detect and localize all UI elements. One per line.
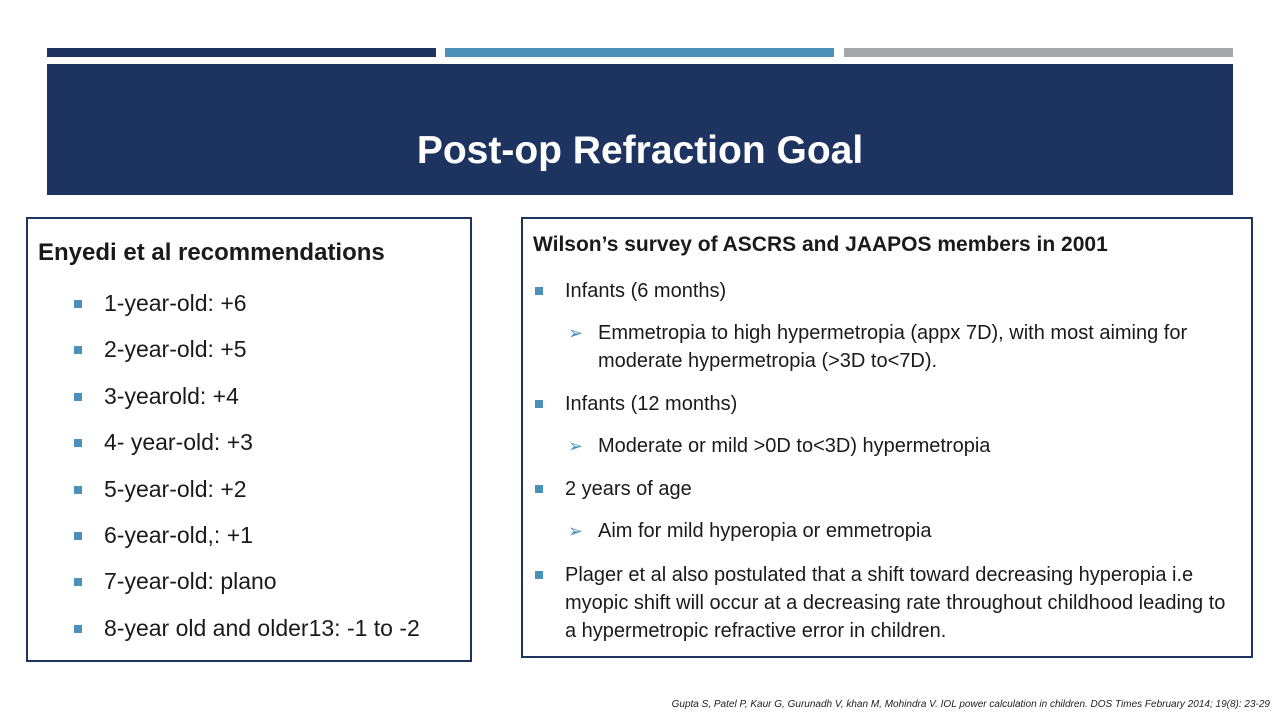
enyedi-recommendations-box bbox=[26, 217, 472, 662]
square-bullet-icon bbox=[74, 578, 82, 586]
square-bullet-icon bbox=[535, 571, 543, 579]
wilson-survey-box bbox=[521, 217, 1253, 658]
accent-bar-navy bbox=[47, 48, 436, 57]
square-bullet-icon bbox=[535, 400, 543, 408]
list-item: 3-yearold: +4 bbox=[74, 381, 420, 427]
square-bullet-icon bbox=[74, 300, 82, 308]
list-item: 1-year-old: +6 bbox=[74, 288, 420, 334]
list-item: 5-year-old: +2 bbox=[74, 474, 420, 520]
square-bullet-icon bbox=[74, 486, 82, 494]
wilson-heading: Wilson’s survey of ASCRS and JAAPOS members in 2001 bbox=[533, 233, 1108, 256]
list-item: 7-year-old: plano bbox=[74, 566, 420, 612]
list-item: 8-year old and older13: -1 to -2 bbox=[74, 613, 420, 659]
accent-bar-blue bbox=[445, 48, 834, 57]
survey-item-infants-6-months: Infants (6 months) bbox=[535, 277, 1235, 305]
survey-item-plager: Plager et al also postulated that a shift toward decreasing hyperopia i.e myopic shift will occur at a decreasing rate throughout childhood leading to a hypermetropic refractive error in children. bbox=[535, 561, 1235, 645]
list-item: 6-year-old,: +1 bbox=[74, 520, 420, 566]
survey-subitem: ➢ Moderate or mild >0D to<3D) hypermetropia bbox=[568, 432, 1238, 460]
enyedi-list bbox=[74, 288, 420, 659]
accent-bar-gray bbox=[844, 48, 1233, 57]
square-bullet-icon bbox=[74, 439, 82, 447]
square-bullet-icon bbox=[74, 625, 82, 633]
list-item: 2-year-old: +5 bbox=[74, 334, 420, 380]
arrow-bullet-icon: ➢ bbox=[568, 521, 584, 541]
square-bullet-icon bbox=[74, 393, 82, 401]
survey-subitem: ➢ Aim for mild hyperopia or emmetropia bbox=[568, 517, 1238, 545]
citation: Gupta S, Patel P, Kaur G, Gurunadh V, khan M, Mohindra V. IOL power calculation in children. DOS Times February 2014; 19(8): 23-29 bbox=[671, 699, 1270, 710]
arrow-bullet-icon: ➢ bbox=[568, 323, 584, 343]
survey-item-2-years: 2 years of age bbox=[535, 475, 1235, 503]
square-bullet-icon bbox=[74, 346, 82, 354]
arrow-bullet-icon: ➢ bbox=[568, 436, 584, 456]
square-bullet-icon bbox=[74, 532, 82, 540]
list-item: 4- year-old: +3 bbox=[74, 427, 420, 473]
survey-subitem: ➢ Emmetropia to high hypermetropia (appx 7D), with most aiming for moderate hypermetropia (>3D to<7D). bbox=[568, 319, 1238, 375]
survey-item-infants-12-months: Infants (12 months) bbox=[535, 390, 1235, 418]
square-bullet-icon bbox=[535, 485, 543, 493]
slide-title: Post-op Refraction Goal bbox=[416, 129, 864, 172]
square-bullet-icon bbox=[535, 287, 543, 295]
enyedi-heading: Enyedi et al recommendations bbox=[38, 239, 385, 266]
